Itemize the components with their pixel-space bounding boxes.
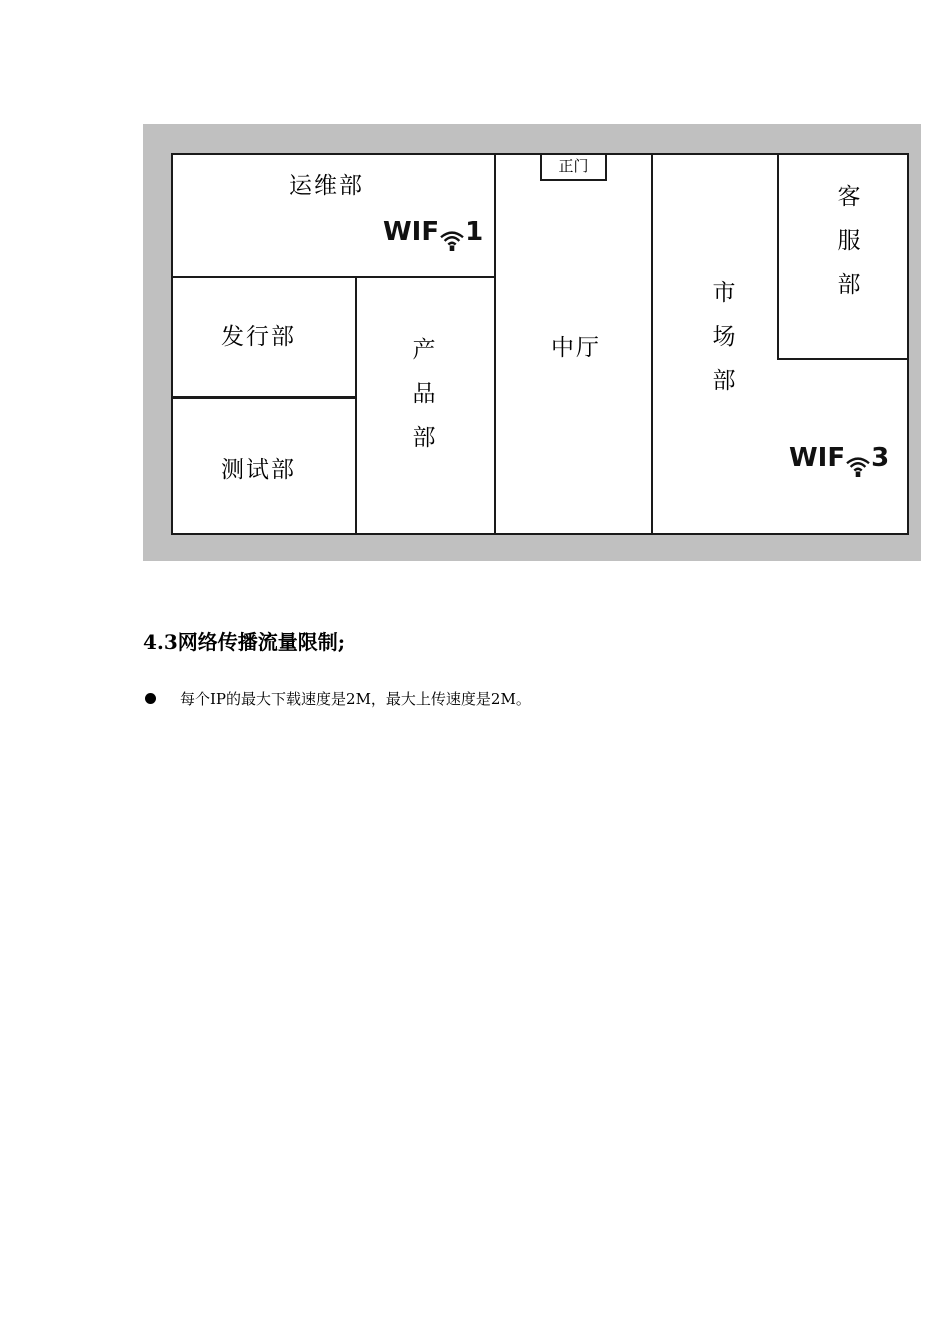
room-distribution xyxy=(171,276,357,398)
room-testing xyxy=(171,396,357,535)
wifi-icon xyxy=(437,229,467,251)
room-product-label: 产 品 部 xyxy=(412,337,436,451)
room-testing-label: 测试部 xyxy=(221,457,296,483)
floor-plan xyxy=(143,124,921,561)
room-distribution-label: 发行部 xyxy=(221,324,296,350)
room-customer-service-label: 客 服 部 xyxy=(837,184,861,298)
bullet-text: 每个IP的最大下载速度是2M，最大上传速度是2M。 xyxy=(180,690,531,708)
room-ops xyxy=(171,153,496,278)
room-customer-service xyxy=(777,153,909,360)
room-lobby xyxy=(494,153,653,535)
main-door: 正门 xyxy=(540,153,607,181)
room-lobby-label: 中厅 xyxy=(551,335,601,361)
wifi-3-badge: WIF 3 xyxy=(789,443,889,473)
room-marketing-label: 市 场 部 xyxy=(712,280,736,394)
bullet-icon xyxy=(145,693,156,704)
section-heading: 4.3网络传播流量限制; xyxy=(143,630,346,654)
room-product xyxy=(355,276,496,535)
room-ops-label: 运维部 xyxy=(289,173,364,199)
wifi-icon xyxy=(843,455,873,477)
wifi-1-badge: WIF 1 xyxy=(383,217,483,247)
list-item xyxy=(143,688,531,709)
